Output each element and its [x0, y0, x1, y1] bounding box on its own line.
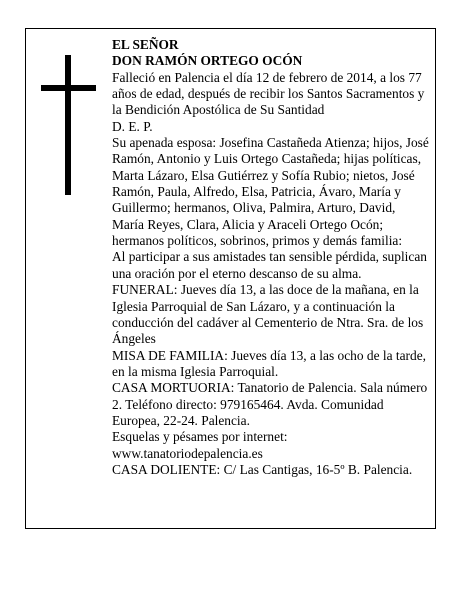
obituary-text	[112, 37, 430, 478]
funeral-paragraph: FUNERAL: Jueves día 13, a las doce de la mañana, en la Iglesia Parroquial de San Lázaro, y a continuación la conducción del cadáver al Cementerio de Ntra. Sra. de los Ángeles	[112, 282, 424, 347]
mass-paragraph: MISA DE FAMILIA: Jueves día 13, a las ocho de la tarde, en la misma Iglesia Parroquial.	[112, 347, 426, 379]
mortuary-paragraph: CASA MORTUORIA: Tanatorio de Palencia. Sala número 2. Teléfono directo: 979165464. Avda. Comunidad Europea, 22-24. Palencia.	[112, 380, 428, 428]
heading-name: DON RAMÓN ORTEGO OCÓN	[112, 53, 303, 69]
family-paragraph: Su apenada esposa: Josefina Castañeda Atienza; hijos, José Ramón, Antonio y Luis Ortego Castañeda; hijas políticas, Marta Lázaro, Elsa Gutiérrez y Sofía Rubio; nietos, José Ramón, Paula, Alfredo, Elsa, Patricia, Ávaro, María y Guillermo; hermanos, Oliva, Palmira, Arturo, David, María Reyes, Clara, Alicia y Araceli Ortego Ocón; hermanos políticos, sobrinos, primos y demás familia:	[112, 135, 429, 249]
cross-icon	[65, 55, 71, 195]
request-paragraph: Al participar a sus amistades tan sensible pérdida, suplican una oración por el eterno descanso de su alma.	[112, 249, 427, 281]
internet-paragraph: Esquelas y pésames por internet: www.tanatoriodepalencia.es	[112, 429, 288, 461]
cross-icon-crossbar	[41, 85, 96, 91]
dep-text: D. E. P.	[112, 118, 153, 134]
home-paragraph: CASA DOLIENTE: C/ Las Cantigas, 16-5º B. Palencia.	[112, 461, 413, 477]
death-paragraph: Falleció en Palencia el día 12 de febrero de 2014, a los 77 años de edad, después de recibir los Santos Sacramentos y la Bendición Apostólica de Su Santidad	[112, 69, 425, 118]
heading-title: EL SEÑOR	[112, 37, 179, 52]
